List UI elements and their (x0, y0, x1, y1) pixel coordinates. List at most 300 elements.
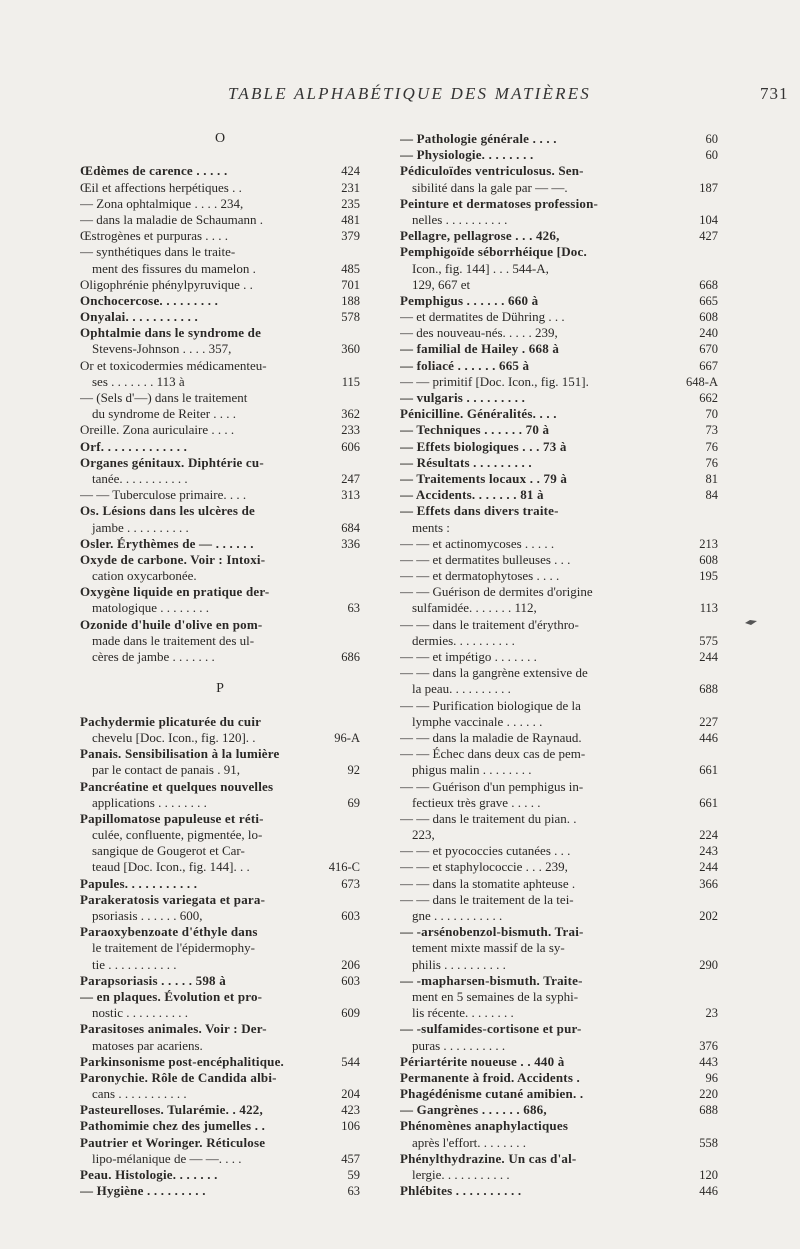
index-entry (400, 1005, 718, 1021)
entry-text: Phénylthydrazine. Un cas d'al- (400, 1150, 577, 1166)
index-entry (400, 439, 718, 455)
index-entry (400, 843, 718, 859)
page-reference: 544 (341, 1054, 360, 1069)
page-reference: 665 (699, 293, 718, 308)
index-column-right (400, 131, 718, 1199)
page-reference: 667 (699, 358, 718, 373)
index-entry (80, 568, 360, 584)
index-entry (80, 228, 360, 244)
page-reference: 481 (341, 212, 360, 227)
entry-text: fectieux très grave . . . . . (412, 794, 541, 810)
index-entry (400, 228, 718, 244)
entry-text: jambe . . . . . . . . . . (92, 519, 189, 535)
index-entry (80, 795, 360, 811)
index-entry (400, 730, 718, 746)
page-reference: 379 (341, 229, 360, 244)
entry-text: Permanente à froid. Accidents . (400, 1069, 580, 1085)
index-entry (80, 649, 360, 665)
entry-text: Orf. . . . . . . . . . . . . (80, 438, 188, 454)
index-entry (400, 520, 718, 536)
index-entry (80, 940, 360, 956)
index-entry (80, 973, 360, 989)
index-entry (80, 811, 360, 827)
entry-text: ment en 5 semaines de la syphi- (412, 988, 579, 1004)
index-entry (80, 180, 360, 196)
entry-text: Périartérite noueuse . . 440 à (400, 1053, 565, 1069)
page-reference: 366 (699, 876, 718, 891)
page-reference: 235 (341, 196, 360, 211)
entry-text: matoses par acariens. (92, 1037, 203, 1053)
entry-text: — — et staphylococcie . . . 239, (400, 859, 568, 875)
index-entry (80, 746, 360, 762)
page-reference: 60 (705, 148, 718, 163)
entry-text: Stevens-Johnson . . . . 357, (92, 341, 232, 357)
page-reference: 603 (341, 909, 360, 923)
entry-text: après l'effort. . . . . . . . (412, 1134, 527, 1150)
index-entry (80, 779, 360, 795)
index-entry (400, 584, 718, 600)
page-reference: 662 (699, 391, 718, 405)
index-entry (400, 212, 718, 228)
index-entry (80, 520, 360, 536)
entry-text: dermies. . . . . . . . . . (412, 632, 515, 648)
page-reference: 104 (699, 212, 718, 227)
entry-text: sangique de Gougerot et Car- (92, 843, 245, 859)
page-reference: 446 (699, 730, 718, 745)
index-entry (80, 600, 360, 616)
index-entry (80, 244, 360, 260)
entry-text: matologique . . . . . . . . (92, 600, 209, 616)
index-entry (400, 1135, 718, 1151)
page-reference: 84 (705, 488, 718, 503)
entry-text: Ozonide d'huile d'olive en pom- (80, 616, 263, 632)
page-reference: 457 (341, 1151, 360, 1166)
index-entry (80, 390, 360, 406)
index-entry (400, 1151, 718, 1167)
entry-text: cation oxycarbonée. (92, 568, 197, 584)
entry-text: chevelu [Doc. Icon., fig. 120]. . (92, 729, 256, 745)
index-entry (400, 827, 718, 843)
page-reference: 362 (341, 407, 360, 422)
index-entry (80, 1054, 360, 1070)
index-entry (80, 487, 360, 503)
spacer (80, 698, 360, 714)
entry-text: Or et toxicodermies médicamenteu- (80, 357, 267, 373)
entry-text: gne . . . . . . . . . . . (412, 908, 503, 923)
entry-text: — vulgaris . . . . . . . . . (400, 390, 526, 405)
entry-text: Papules. . . . . . . . . . . (80, 875, 198, 891)
entry-text: — Hygiène . . . . . . . . . (80, 1183, 206, 1199)
index-entry (400, 1086, 718, 1102)
entry-text: Phlébites . . . . . . . . . . (400, 1183, 522, 1199)
index-entry (80, 859, 360, 875)
page-reference: 106 (341, 1119, 360, 1134)
page-reference: 120 (699, 1168, 718, 1182)
entry-text: puras . . . . . . . . . . (412, 1037, 506, 1053)
entry-text: — des nouveau-nés. . . . . 239, (400, 325, 558, 341)
entry-text: — (Sels d'—) dans le traitement (80, 390, 248, 405)
index-entry (80, 633, 360, 649)
spacer (80, 665, 360, 681)
page-reference: 227 (699, 714, 718, 729)
page-reference: 686 (341, 650, 360, 664)
entry-text: Onchocercose. . . . . . . . . (80, 292, 219, 308)
entry-text: — — et dermatites bulleuses . . . (400, 551, 571, 567)
index-entry (400, 147, 718, 163)
page-number: 731 (760, 84, 789, 103)
index-entry (80, 827, 360, 843)
entry-text: tanée. . . . . . . . . . . (92, 470, 188, 486)
index-entry (400, 698, 718, 714)
index-entry (80, 843, 360, 859)
index-entry (80, 1086, 360, 1102)
entry-text: — — Guérison d'un pemphigus in- (400, 778, 584, 794)
index-entry (400, 503, 718, 519)
page-reference: 558 (699, 1135, 718, 1150)
index-entry (80, 892, 360, 908)
entry-text: Pemphigus . . . . . . 660 à (400, 292, 539, 308)
page-reference: 70 (705, 407, 718, 422)
index-entry (80, 422, 360, 438)
entry-text: par le contact de panais . 91, (92, 762, 240, 778)
page-reference: 603 (341, 973, 360, 988)
entry-text: Papillomatose papuleuse et réti- (80, 810, 264, 826)
entry-text: — en plaques. Évolution et pro- (80, 988, 263, 1004)
index-entry (400, 1070, 718, 1086)
page-reference: 76 (705, 455, 718, 470)
index-entry (80, 617, 360, 633)
page-reference: 446 (699, 1184, 718, 1199)
page-reference: 661 (699, 795, 718, 810)
entry-text: made dans le traitement des ul- (92, 632, 255, 648)
entry-text: Pemphigoïde séborrhéique [Doc. (400, 244, 587, 260)
page-reference: 578 (341, 310, 360, 325)
page-reference: 244 (699, 860, 718, 875)
entry-text: — — Tuberculose primaire. . . . (80, 487, 247, 503)
index-entry (80, 471, 360, 487)
entry-text: Œdèmes de carence . . . . . (80, 163, 228, 179)
entry-text: — Effets dans divers traite- (400, 503, 559, 519)
entry-text: — — et pyococcies cutanées . . . (400, 843, 571, 859)
page-reference: 195 (699, 569, 718, 584)
entry-text: Oxyde de carbone. Voir : Intoxi- (80, 551, 266, 567)
index-entry (400, 859, 718, 875)
index-entry (400, 940, 718, 956)
entry-text: lergie. . . . . . . . . . . (412, 1167, 510, 1182)
entry-text: le traitement de l'épidermophy- (92, 940, 255, 956)
entry-text: Parkinsonisme post-encéphalitique. (80, 1053, 284, 1069)
index-entry (400, 1183, 718, 1199)
page-reference: 688 (699, 682, 718, 697)
index-entry (80, 374, 360, 390)
index-entry (400, 1102, 718, 1118)
entry-text: Pancréatine et quelques nouvelles (80, 778, 274, 794)
index-entry (400, 795, 718, 811)
page-reference: 96-A (334, 730, 360, 745)
entry-text: Os. Lésions dans les ulcères de (80, 503, 255, 519)
entry-text: Icon., fig. 144] . . . 544-A, (412, 260, 549, 276)
index-entry (400, 665, 718, 681)
entry-text: Pautrier et Woringer. Réticulose (80, 1134, 266, 1150)
index-entry (80, 1005, 360, 1021)
index-entry (80, 536, 360, 552)
index-entry (400, 374, 718, 390)
page-reference: 69 (347, 795, 360, 810)
entry-text: nelles . . . . . . . . . . (412, 211, 508, 227)
page-reference: 96 (705, 1070, 718, 1085)
index-entry (80, 1070, 360, 1086)
index-entry (400, 892, 718, 908)
index-entry (80, 455, 360, 471)
index-entry (80, 196, 360, 212)
page-reference: 424 (341, 164, 360, 179)
page-reference: 23 (705, 1006, 718, 1021)
page-reference: 673 (341, 876, 360, 891)
index-entry (80, 762, 360, 778)
entry-text: Pénicilline. Généralités. . . . (400, 406, 557, 422)
page-reference: 113 (699, 601, 718, 616)
page-reference: 427 (699, 229, 718, 244)
index-entry (400, 876, 718, 892)
index-entry (400, 196, 718, 212)
entry-text: Peinture et dermatoses profession- (400, 195, 599, 211)
index-entry (80, 1183, 360, 1199)
page-reference: 416-C (328, 860, 360, 875)
entry-text: — — et actinomycoses . . . . . (400, 535, 555, 551)
index-entry (80, 163, 360, 179)
entry-text: Pédiculoïdes ventriculosus. Sen- (400, 163, 584, 179)
entry-text: — — dans le traitement de la tei- (400, 891, 574, 907)
page-reference: 701 (341, 277, 360, 292)
entry-text: Peau. Histologie. . . . . . . (80, 1167, 218, 1182)
index-entry (400, 617, 718, 633)
index-entry (80, 876, 360, 892)
index-entry (400, 390, 718, 406)
index-entry (400, 131, 718, 147)
index-entry (400, 681, 718, 697)
entry-text: — — dans la gangrène extensive de (400, 665, 588, 681)
page-reference: 202 (699, 909, 718, 923)
entry-text: sulfamidée. . . . . . . 112, (412, 600, 537, 616)
running-title: TABLE ALPHABÉTIQUE DES MATIÈRES (228, 84, 591, 103)
entry-text: phigus malin . . . . . . . . (412, 762, 532, 778)
index-entry (80, 261, 360, 277)
index-entry (80, 277, 360, 293)
page-reference: 233 (341, 423, 360, 438)
index-entry (80, 1038, 360, 1054)
index-entry (400, 1038, 718, 1054)
index-entry (80, 714, 360, 730)
entry-text: philis . . . . . . . . . . (412, 956, 506, 972)
entry-text: — Techniques . . . . . . 70 à (400, 422, 550, 438)
entry-text: — Traitements locaux . . 79 à (400, 470, 568, 486)
index-entry (400, 244, 718, 260)
entry-text: — — et impétigo . . . . . . . (400, 649, 537, 664)
index-entry (400, 552, 718, 568)
index-entry (80, 309, 360, 325)
page-reference: 73 (705, 423, 718, 438)
entry-text: — Physiologie. . . . . . . . (400, 147, 534, 163)
entry-text: Pachydermie plicaturée du cuir (80, 713, 262, 729)
entry-text: cans . . . . . . . . . . . (92, 1086, 187, 1102)
entry-text: sibilité dans la gale par — —. (412, 179, 568, 195)
index-entry (80, 957, 360, 973)
margin-mark (744, 618, 758, 626)
entry-text: Organes génitaux. Diphtérie cu- (80, 454, 264, 470)
page-reference: 443 (699, 1054, 718, 1069)
index-entry (400, 762, 718, 778)
index-column-left (80, 131, 360, 1199)
index-entry (400, 422, 718, 438)
index-entry (80, 552, 360, 568)
index-entry (400, 293, 718, 309)
index-entry (400, 714, 718, 730)
page-reference: 224 (699, 828, 718, 843)
entry-text: — -mapharsen-bismuth. Traite- (400, 972, 583, 988)
index-entry (80, 406, 360, 422)
page-reference: 247 (341, 471, 360, 486)
index-entry (400, 957, 718, 973)
entry-text: Oreille. Zona auriculaire . . . . (80, 422, 235, 438)
page-reference: 240 (699, 326, 718, 341)
entry-text: Paronychie. Rôle de Candida albi- (80, 1069, 277, 1085)
page-reference: 336 (341, 536, 360, 551)
page-reference: 213 (699, 536, 718, 551)
entry-text: — — dans le traitement du pian. . (400, 810, 577, 826)
entry-text: 223, (412, 827, 435, 843)
page-reference: 244 (699, 650, 718, 664)
page-reference: 609 (341, 1006, 360, 1021)
spacer (80, 147, 360, 163)
index-entry (80, 1021, 360, 1037)
entry-text: Panais. Sensibilisation à la lumière (80, 746, 280, 762)
index-entry (400, 455, 718, 471)
index-entry (400, 600, 718, 616)
entry-text: — — primitif [Doc. Icon., fig. 151]. (400, 373, 589, 389)
section-letter: P (216, 681, 224, 697)
entry-text: — — dans la stomatite aphteuse . (400, 875, 576, 891)
entry-text: — — dans la maladie de Raynaud. (400, 729, 582, 745)
index-entry (80, 989, 360, 1005)
page-reference: 575 (699, 633, 718, 648)
index-entry (80, 358, 360, 374)
index-entry (400, 1021, 718, 1037)
page-reference: 661 (699, 763, 718, 778)
entry-text: Parasitoses animales. Voir : Der- (80, 1021, 267, 1037)
entry-text: Pathomimie chez des jumelles . . (80, 1118, 266, 1134)
entry-text: — Zona ophtalmique . . . . 234, (80, 195, 244, 211)
entry-text: Pellagre, pellagrose . . . 426, (400, 228, 560, 244)
entry-text: cères de jambe . . . . . . . (92, 649, 215, 664)
index-entry (80, 1118, 360, 1134)
index-entry (400, 973, 718, 989)
entry-text: — Pathologie générale . . . . (400, 131, 557, 146)
entry-text: Parapsoriasis . . . . . 598 à (80, 972, 226, 988)
index-entry (400, 746, 718, 762)
page-reference: 220 (699, 1087, 718, 1102)
entry-text: teaud [Doc. Icon., fig. 144]. . . (92, 859, 250, 875)
index-entry (400, 341, 718, 357)
entry-text: — -arsénobenzol-bismuth. Trai- (400, 924, 584, 940)
entry-text: — — Purification biologique de la (400, 697, 581, 713)
index-entry (400, 358, 718, 374)
entry-text: — Résultats . . . . . . . . . (400, 454, 532, 470)
entry-text: Onyalai. . . . . . . . . . . (80, 309, 198, 325)
entry-text: Osler. Érythèmes de — . . . . . . (80, 535, 254, 551)
entry-text: — — et dermatophytoses . . . . (400, 568, 560, 584)
entry-text: lis récente. . . . . . . . (412, 1005, 514, 1021)
entry-text: lipo-mélanique de — —. . . . (92, 1150, 242, 1166)
page-header (0, 84, 800, 108)
entry-text: — dans la maladie de Schaumann . (80, 211, 264, 227)
index-entry (400, 989, 718, 1005)
index-entry (80, 439, 360, 455)
page-reference: 204 (341, 1087, 360, 1102)
entry-text: Phénomènes anaphylactiques (400, 1118, 569, 1134)
index-entry (400, 908, 718, 924)
index-entry (400, 406, 718, 422)
entry-text: — foliacé . . . . . . 665 à (400, 357, 530, 373)
index-entry (80, 1102, 360, 1118)
entry-text: tement mixte massif de la sy- (412, 940, 565, 956)
index-entry (400, 180, 718, 196)
entry-text: — — Échec dans deux cas de pem- (400, 746, 586, 762)
entry-text: Œil et affections herpétiques . . (80, 179, 242, 195)
index-entry (80, 1151, 360, 1167)
page-reference: 188 (341, 293, 360, 308)
index-entry (400, 633, 718, 649)
index-entry (80, 1135, 360, 1151)
entry-text: — Gangrènes . . . . . . 686, (400, 1102, 547, 1118)
entry-text: Oligophrénie phénylpyruvique . . (80, 276, 253, 292)
index-entry (80, 212, 360, 228)
entry-text: Oxygène liquide en pratique der- (80, 584, 270, 600)
index-entry (80, 730, 360, 746)
entry-text: nostic . . . . . . . . . . (92, 1005, 189, 1021)
index-entry (80, 325, 360, 341)
page-reference: 648-A (686, 374, 718, 389)
page-reference: 81 (705, 471, 718, 486)
section-letter: O (214, 131, 226, 146)
index-entry (80, 924, 360, 940)
index-entry (400, 568, 718, 584)
entry-text: ses . . . . . . . 113 à (92, 373, 185, 389)
entry-text: culée, confluente, pigmentée, lo- (92, 827, 263, 843)
page-reference: 60 (705, 132, 718, 146)
index-entry (400, 649, 718, 665)
index-entry (400, 163, 718, 179)
entry-text: — Accidents. . . . . . . 81 à (400, 487, 544, 503)
entry-text: — et dermatites de Dühring . . . (400, 309, 565, 325)
entry-text: 129, 667 et (412, 276, 471, 292)
entry-text: Œstrogènes et purpuras . . . . (80, 228, 229, 244)
index-entry (80, 503, 360, 519)
index-entry (80, 341, 360, 357)
entry-text: ment des fissures du mamelon . (92, 260, 256, 276)
entry-text: ments : (412, 519, 450, 535)
entry-text: Parakeratosis variegata et para- (80, 891, 266, 907)
page-reference: 290 (699, 957, 718, 972)
entry-text: — Effets biologiques . . . 73 à (400, 438, 567, 454)
entry-text: psoriasis . . . . . . 600, (92, 908, 203, 923)
page-reference: 63 (347, 601, 360, 616)
page-reference: 231 (341, 180, 360, 195)
page-reference: 187 (699, 180, 718, 195)
page-reference: 376 (699, 1038, 718, 1053)
entry-text: Ophtalmie dans le syndrome de (80, 325, 262, 341)
index-entry (400, 811, 718, 827)
index-entry (80, 908, 360, 924)
